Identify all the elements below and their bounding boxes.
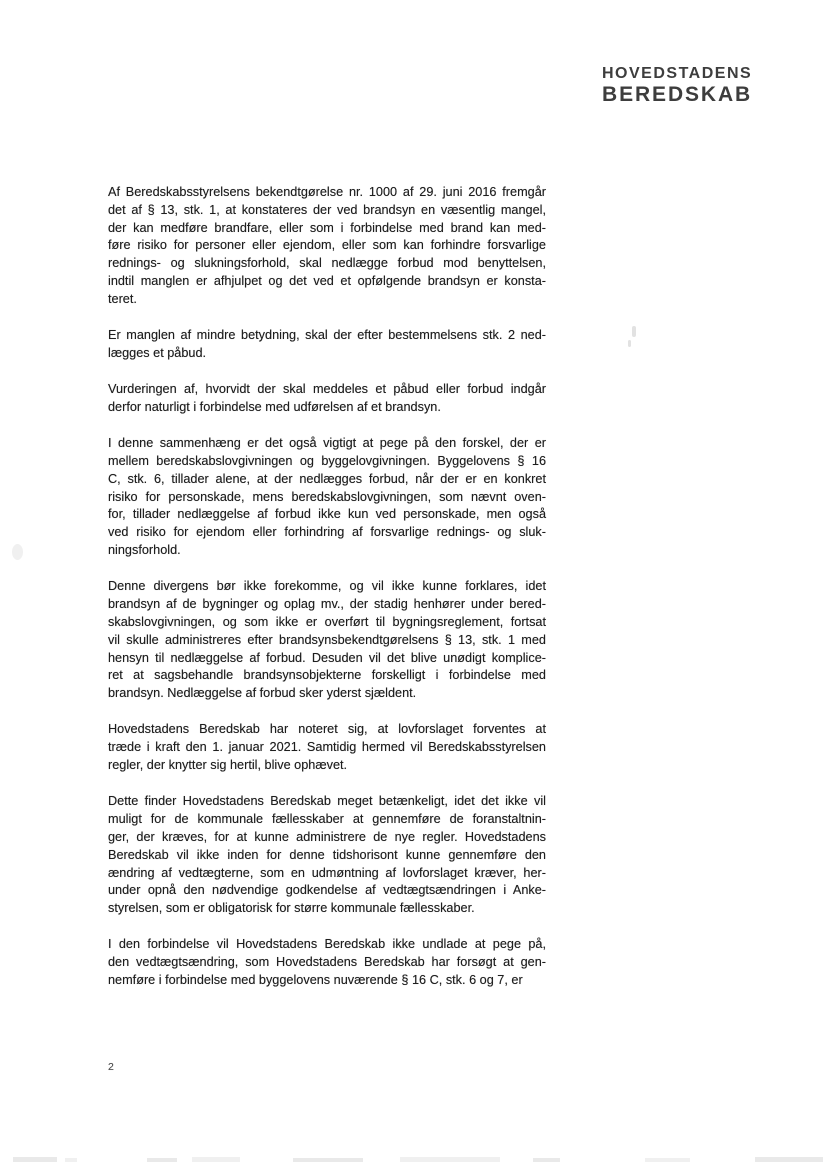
paragraph bbox=[108, 793, 546, 918]
text-line: Beredskab vil ikke inden for denne tidshorisont kunne gennemføre den bbox=[108, 847, 546, 862]
text-line: Er manglen af mindre betydning, skal der efter bestemmelsens stk. 2 ned- bbox=[108, 328, 546, 343]
text-line: den vedtægtsændring, som Hovedstadens Beredskab har forsøgt at gen- bbox=[108, 955, 546, 970]
text-line: brandsyn af de bygninger og oplag mv., der stadig henhører under bered- bbox=[108, 597, 546, 612]
text-line: nemføre i forbindelse med byggelovens nuværende § 16 C, stk. 6 og 7, er bbox=[108, 972, 523, 987]
text-line: rednings- og slukningsforhold, skal nedlægge forbud mod benyttelsen, bbox=[108, 256, 546, 271]
text-line: Af Beredskabsstyrelsens bekendtgørelse nr. 1000 af 29. juni 2016 fremgår bbox=[108, 185, 546, 199]
scan-artifact bbox=[400, 1157, 500, 1162]
text-line: ved risiko for ejendom eller forhindring af forsvarlige rednings- og sluk- bbox=[108, 525, 546, 540]
text-line: det af § 13, stk. 1, at konstateres der ved brandsyn en væsentlig mangel, bbox=[108, 202, 546, 217]
scan-artifact bbox=[12, 544, 23, 560]
text-line: lægges et påbud. bbox=[108, 345, 207, 360]
text-line: indtil manglen er afhjulpet og det ved et opfølgende brandsyn er konsta- bbox=[108, 273, 546, 288]
logo-line2: BEREDSKAB bbox=[602, 83, 753, 106]
text-line: hensyn til nedlæggelse af forbud. Desuden vil det blive unødigt komplice- bbox=[108, 650, 546, 665]
text-line: ningsforhold. bbox=[108, 543, 181, 558]
scan-artifact bbox=[755, 1157, 823, 1162]
text-line: vil skulle administreres efter brandsynsbekendtgørelsens § 13, stk. 1 med bbox=[108, 632, 546, 647]
text-line: C, stk. 6, tillader alene, at der nedlægges forbud, når der er en konkret bbox=[108, 471, 546, 486]
text-line: teret. bbox=[108, 291, 137, 306]
paragraph bbox=[108, 184, 546, 309]
text-line: skabslovgivningen, og som ikke er overført til bygningsreglement, fortsat bbox=[108, 614, 546, 629]
text-line: Denne divergens bør ikke forekomme, og vil ikke kunne forklares, idet bbox=[108, 579, 546, 594]
paragraph bbox=[108, 381, 546, 417]
scan-artifact bbox=[533, 1158, 560, 1162]
text-line: regler, der knytter sig hertil, blive ophævet. bbox=[108, 758, 348, 773]
paragraph bbox=[108, 327, 546, 363]
paragraph bbox=[108, 435, 546, 560]
text-line: muligt for de kommunale fællesskaber at gennemføre de foranstaltnin- bbox=[108, 812, 546, 827]
text-line: I denne sammenhæng er det også vigtigt at pege på den forskel, der er bbox=[108, 436, 546, 451]
page-number: 2 bbox=[108, 1061, 114, 1073]
text-line: Dette finder Hovedstadens Beredskab meget betænkeligt, idet det ikke vil bbox=[108, 794, 546, 809]
scan-artifact bbox=[147, 1158, 177, 1162]
logo-line1: HOVEDSTADENS bbox=[602, 65, 753, 82]
text-line: styrelsen, som er obligatorisk for større kommunale fællesskaber. bbox=[108, 901, 475, 916]
paragraph bbox=[108, 721, 546, 774]
scan-artifact bbox=[293, 1158, 363, 1162]
scan-artifact bbox=[645, 1158, 690, 1162]
scan-artifact bbox=[628, 340, 631, 347]
text-line: brandsyn. Nedlæggelse af forbud sker yderst sjældent. bbox=[108, 686, 417, 701]
scan-artifact bbox=[13, 1157, 57, 1162]
text-line: føre risiko for personer eller ejendom, eller som kan forhindre forsvarlige bbox=[108, 238, 546, 253]
text-line: derfor naturligt i forbindelse med udførelsen af et brandsyn. bbox=[108, 399, 441, 414]
scan-artifact bbox=[192, 1157, 240, 1162]
scan-artifact bbox=[632, 326, 636, 337]
text-line: ger, der kræves, for at kunne administrere de nye regler. Hovedstadens bbox=[108, 829, 546, 844]
text-line: der kan medføre brandfare, eller som i forbindelse med brand kan med- bbox=[108, 220, 546, 235]
paragraph bbox=[108, 936, 546, 989]
text-line: ret at sagsbehandle brandsynsobjekterne forskelligt i forbindelse med bbox=[108, 668, 546, 683]
text-line: ændring af vedtægterne, som en udmøntning af lovforslaget kræver, her- bbox=[108, 865, 546, 880]
text-line: træde i kraft den 1. januar 2021. Samtidig hermed vil Beredskabsstyrelsen bbox=[108, 740, 546, 755]
paragraph bbox=[108, 578, 546, 703]
text-line: risiko for personskade, mens beredskabslovgivningen, som nævnt oven- bbox=[108, 489, 546, 504]
logo bbox=[602, 64, 752, 106]
text-line: under opnå den nødvendige godkendelse af vedtægtsændringen i Anke- bbox=[108, 883, 546, 898]
scan-artifact bbox=[65, 1158, 77, 1162]
text-line: I den forbindelse vil Hovedstadens Beredskab ikke undlade at pege på, bbox=[108, 937, 546, 952]
text-line: mellem beredskabslovgivningen og byggelovgivningen. Byggelovens § 16 bbox=[108, 454, 546, 469]
text-line: Vurderingen af, hvorvidt der skal meddeles et påbud eller forbud indgår bbox=[108, 382, 546, 397]
text-line: Hovedstadens Beredskab har noteret sig, at lovforslaget forventes at bbox=[108, 722, 546, 737]
text-line: for, tillader nedlæggelse af forbud ikke kun ved personskade, men også bbox=[108, 507, 546, 522]
document-body bbox=[108, 184, 546, 1008]
